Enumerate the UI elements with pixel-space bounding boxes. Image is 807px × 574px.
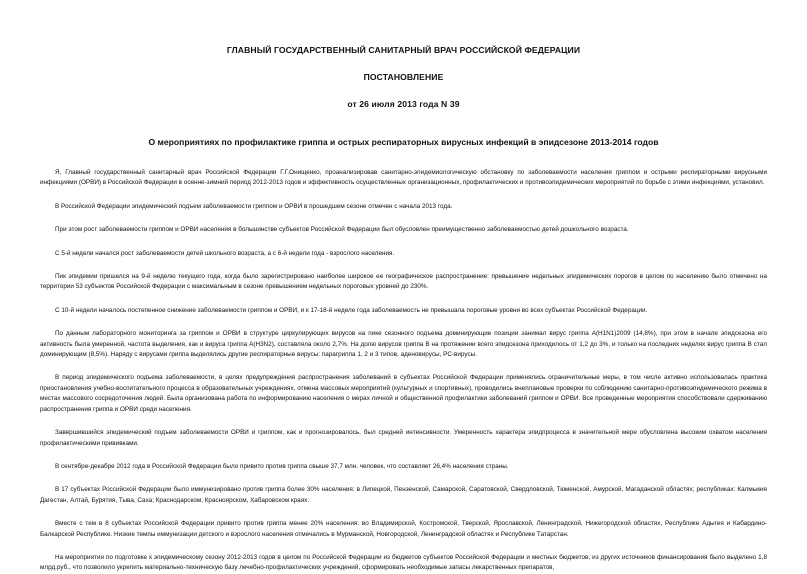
paragraph: Вместе с тем в 8 субъектах Российской Федерации привито против гриппа менее 20% населения: во Владимирской, Костромской, Тверской, Ярославской, Ленинградской, Нижегородской областях, Республике Адыгея и Кабардино-Балкарской Республике. Низкие темпы иммунизации детского и взрослого населения отмечались в Мурманской, Новгородской, Ленинградской областях и Республике Татарстан.	[40, 520, 767, 538]
paragraph: В период эпидемического подъема заболеваемости, в целях предупреждения распространения заболеваний в субъектах Российской Федерации применялись ограничительные меры, в том числе активно использовалась практика приостановления учебно-воспитательного процесса в образовательных учреждениях, отмена массовых мероприятий (культурных и спортивных), проводились внеплановые проверки по соблюдению санитарно-противоэпидемического режима в местах массового сосредоточения людей. Была организована работа по информированию населения о мерах личной и общественной профилактики заболеваний гриппом и ОРВИ. Все проведенные мероприятия способствовали сдерживанию распространения гриппа и ОРВИ среди населения.	[40, 374, 767, 413]
document-date-number: от 26 июля 2013 года N 39	[347, 99, 460, 109]
paragraph: Завершившийся эпидемический подъем заболеваемости ОРВИ и гриппом, как и прогнозировалось, был средней интенсивности. Умеренность характера эпидпроцесса в значительной мере обусловлена высоким охватом населения профилактическими прививками.	[40, 429, 767, 447]
paragraph: В 17 субъектах Российской Федерации было иммунизировано против гриппа более 30% населения: в Липецкой, Пензенской, Самарской, Саратовской, Свердловской, Тюменской, Амурской, Магаданской областях; республиках: Калмыкия Дагестан, Алтай, Бурятия, Тыва, Саха; Краснодарском, Красноярском, Хабаровском краях.	[40, 486, 767, 504]
paragraph: С 5-й недели начался рост заболеваемости детей школьного возраста, а с 6-й недели года - взрослого населения.	[55, 249, 395, 257]
document-type: ПОСТАНОВЛЕНИЕ	[363, 72, 444, 82]
paragraph: При этом рост заболеваемости гриппом и ОРВИ населения в большинстве субъектов Российской Федерации был обусловлен преимущественно заболеваемостью детей дошкольного возраста.	[55, 226, 629, 234]
paragraph: В сентябре-декабре 2012 года в Российской Федерации было привито против гриппа свыше 37,7 млн. человек, что составляет 26,4% населения страны.	[55, 462, 509, 470]
paragraph: В Российской Федерации эпидемический подъем заболеваемости гриппом и ОРВИ в прошедшем сезоне отмечен с начала 2013 года.	[55, 202, 453, 210]
paragraph: Я, Главный государственный санитарный врач Российской Федерации Г.Г.Онищенко, проанализировав санитарно-эпидемиологическую обстановку по заболеваемости населения гриппом и острыми респираторными вирусными инфекциями (ОРВИ) в Российской Федерации в осенне-зимний период 2012-2013 годов и эффективность осуществленных организационных, профилактических и противоэпидемических мероприятий по борьбе с этими инфекциями, установил.	[40, 169, 767, 187]
document-title: О мероприятиях по профилактике гриппа и острых респираторных вирусных инфекций в эпидсезоне 2013-2014 годов	[148, 137, 659, 147]
paragraph: На мероприятия по подготовке к эпидемическому сезону 2012-2013 годов в целом по Российской Федерации из бюджетов субъектов Российской Федерации и местных бюджетов, из других источников финансирования было выделено 1,8 млрд.руб., что позволило укрепить материально-техническую базу лечебно-профилактических учреждений, сформировать необходимые запасы лекарственных препаратов,	[40, 553, 767, 572]
issuing-authority: ГЛАВНЫЙ ГОСУДАРСТВЕННЫЙ САНИТАРНЫЙ ВРАЧ РОССИЙСКОЙ ФЕДЕРАЦИИ	[226, 45, 581, 55]
paragraph: По данным лабораторного мониторинга за гриппом и ОРВИ в структуре циркулирующих вирусов на пике сезонного подъема доминирующие позиции занимал вирус гриппа A(H1N1)2009 (14,8%), при этом в начале эпидсезона его активность была умеренной, частота выделения, как и вируса гриппа A(H3N2), составляла около 2,7%. На долю вирусов гриппа В на протяжении всего эпидсезона приходилось от 1,2 до 3%, и только на последних неделях вирус гриппа В стал доминирующим (8,5%). Наряду с вирусами гриппа выделялись другие респираторные вирусы: парагриппа 1, 2 и 3 типов, аденовирусы, PC-вирусы.	[40, 330, 767, 359]
paragraph: Пик эпидемии пришелся на 9-й неделю текущего года, когда было зарегистрировано наиболее широкое ее географическое распространение: превышение недельных эпидемических порогов в целом по населению было отмечено на территории 53 субъектов Российской Федерации с максимальным в сезоне превышением недельных пороговых уровней до 230%.	[40, 273, 767, 291]
document-body	[40, 147, 767, 574]
paragraph: С 10-й недели началось постепенное снижение заболеваемости гриппом и ОРВИ, и к 17-18-й неделе года заболеваемость не превышала пороговые уровни во всех субъектах Российской Федерации.	[55, 306, 648, 314]
